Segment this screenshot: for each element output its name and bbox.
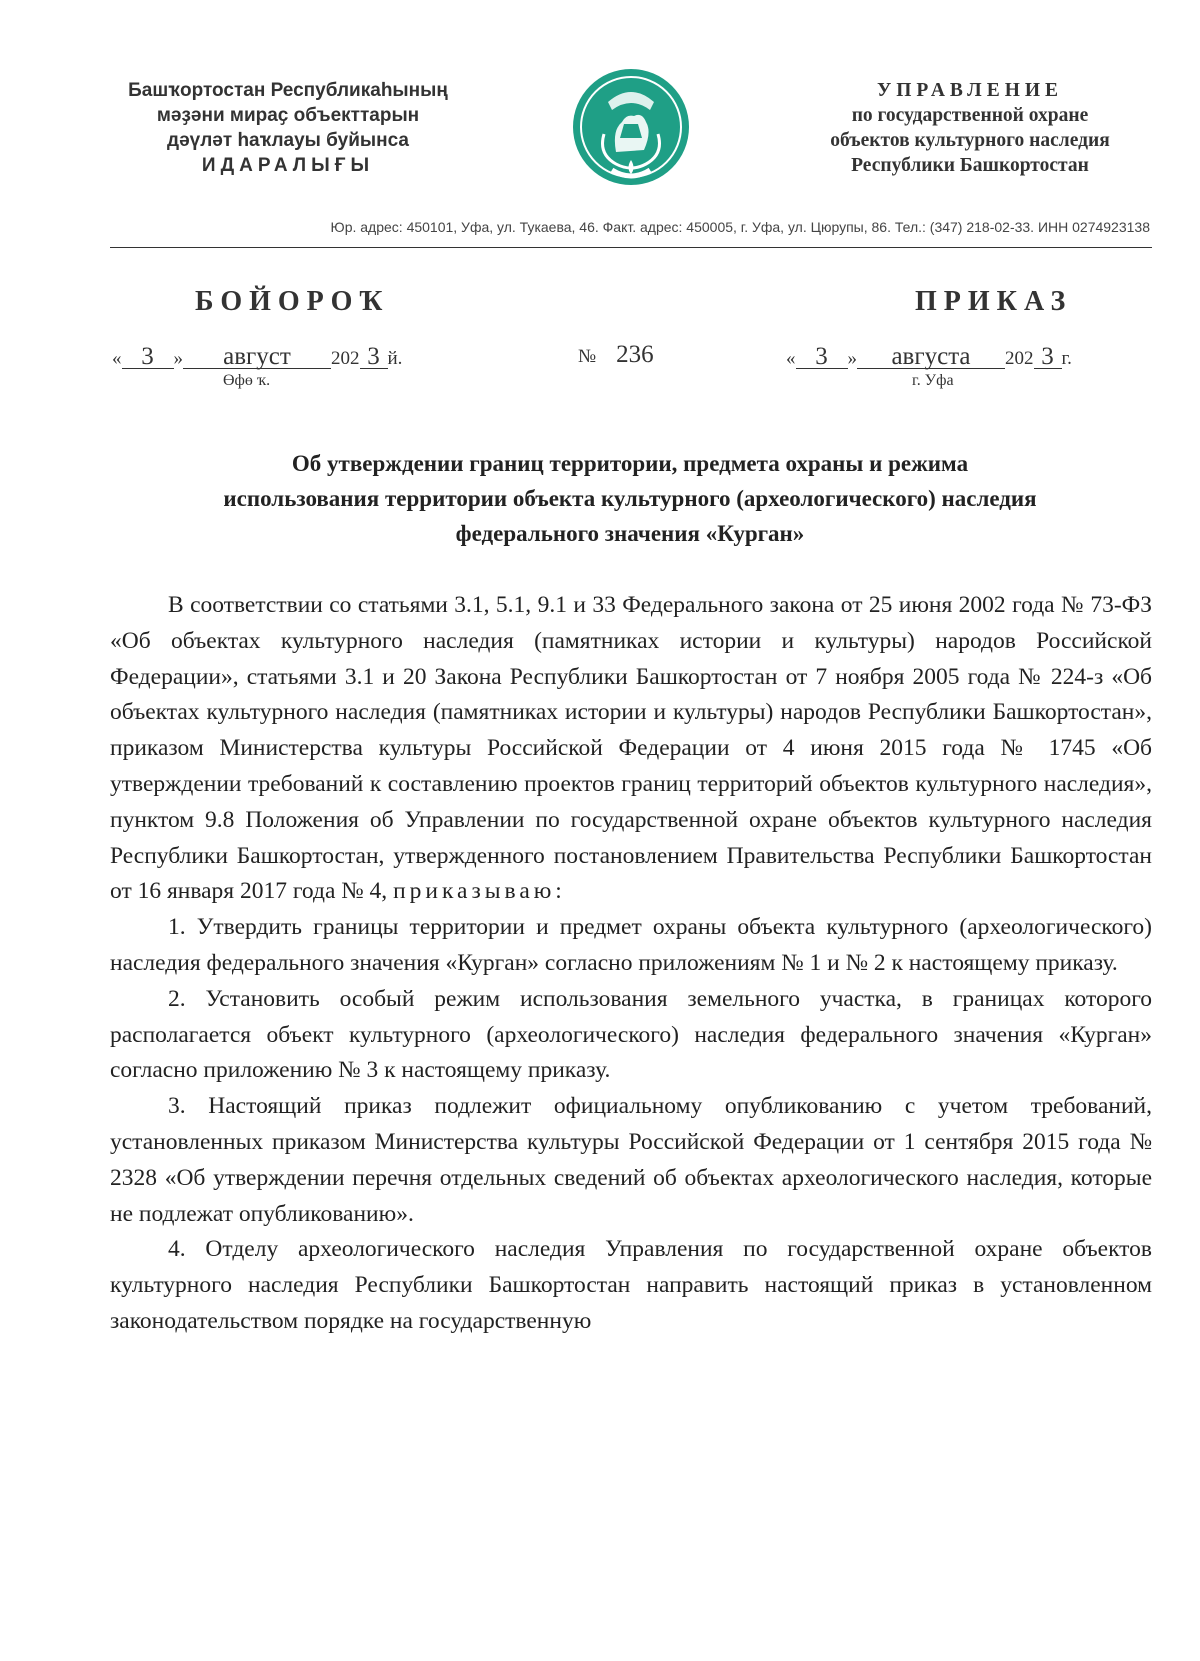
clause-4: 4. Отделу археологического наследия Управления по государственной охране объектов культурного наследия Республики Башкортостан направить настоящий приказ в установленном законодательством порядке на государственную bbox=[110, 1236, 1152, 1334]
order-number bbox=[578, 341, 654, 369]
order-body bbox=[110, 588, 1152, 1340]
doc-kind-bashkir: БОЙОРОҠ bbox=[195, 286, 390, 317]
date-bashkir-year-suffix: 3 bbox=[360, 346, 388, 369]
city-bashkir: Өфө ҡ. bbox=[223, 372, 271, 389]
address-line: Юр. адрес: 450101, Уфа, ул. Тукаева, 46. Факт. адрес: 450005, г. Уфа, ул. Цюрупы, 86. Тел.: (347) 218-02-33. ИНН 0274923138 bbox=[330, 219, 1150, 235]
org-name-russian-line-2: по государственной охране bbox=[851, 105, 1089, 126]
clause-2: 2. Установить особый режим использования земельного участка, в границах которого располагается объект культурного (археологического) наследия федерального значения «Курган» согласно приложению № 3 к настоящему приказу. bbox=[110, 985, 1152, 1084]
org-name-bashkir bbox=[118, 78, 458, 178]
clause-3: 3. Настоящий приказ подлежит официальному опубликованию с учетом требований, установленных приказом Министерства культуры Российской Федерации от 1 сентября 2015 года № 2328 «Об утверждении перечня отдельных сведений об объектах археологического наследия, которые не подлежат опубликованию». bbox=[110, 1093, 1152, 1227]
order-title bbox=[110, 446, 1150, 551]
coat-of-arms-emblem bbox=[568, 64, 694, 194]
date-russian-year-prefix: 202 bbox=[1005, 348, 1034, 369]
date-bashkir-unit: й. bbox=[387, 348, 403, 369]
org-name-russian-line-3: объектов культурного наследия bbox=[830, 130, 1110, 151]
header-divider bbox=[110, 247, 1152, 248]
org-name-bashkir-line-2: мәҙәни мираҫ объекттарын bbox=[156, 105, 420, 126]
date-bashkir-year-prefix: 202 bbox=[331, 348, 360, 369]
preamble-paragraph bbox=[110, 588, 1152, 910]
org-name-russian-line-1: УПРАВЛЕНИЕ bbox=[876, 80, 1064, 101]
org-name-russian-line-4: Республики Башкортостан bbox=[851, 155, 1089, 176]
date-bashkir-day: 3 bbox=[122, 346, 174, 369]
number-sign: № bbox=[578, 346, 597, 367]
order-title-line-3: федерального значения «Курган» bbox=[455, 521, 805, 546]
date-bashkir: « 3 » август 202 3 й. bbox=[112, 343, 403, 370]
date-russian: « 3 » августа 202 3 г. bbox=[786, 343, 1072, 370]
org-name-bashkir-line-1: Башҡортостан Республикаһының bbox=[128, 80, 448, 101]
preamble-directive: приказываю: bbox=[393, 878, 566, 905]
order-title-line-1: Об утверждении границ территории, предмета охраны и режима bbox=[291, 451, 969, 476]
date-russian-month: августа bbox=[857, 346, 1005, 369]
city-russian: г. Уфа bbox=[912, 372, 954, 389]
org-name-bashkir-line-3: дәүләт һаҡлауы буйынса bbox=[167, 130, 409, 151]
date-bashkir-month: август bbox=[183, 346, 331, 369]
date-russian-year-suffix: 3 bbox=[1034, 346, 1062, 369]
date-russian-unit: г. bbox=[1061, 348, 1072, 369]
org-name-bashkir-line-4: ИДАРАЛЫҒЫ bbox=[201, 155, 375, 176]
preamble-text: В соответствии со статьями 3.1, 5.1, 9.1 и 33 Федерального закона от 25 июня 2002 года № 73-ФЗ «Об объектах культурного наследия (памятниках истории и культуры) народов Российской Федерации», статьями 3.1 и 20 Закона Республики Башкортостан от 7 ноября 2005 года № 224-з «Об объектах культурного наследия (памятниках истории и культуры) народов Республики Башкортостан», приказом Министерства культуры Российской Федерации от 4 июня 2015 года № 1745 «Об утверждении требований к составлению проектов границ территорий объектов культурного наследия», пунктом 9.8 Положения об Управлении по государственной охране объектов культурного наследия Республики Башкортостан, утвержденного постановлением Правительства Республики Башкортостан от 16 января 2017 года № 4, bbox=[110, 592, 1152, 905]
date-russian-day: 3 bbox=[796, 346, 848, 369]
clause-1: 1. Утвердить границы территории и предмет охраны объекта культурного (археологического) наследия федерального значения «Курган» согласно приложениям № 1 и № 2 к настоящему приказу. bbox=[110, 914, 1152, 976]
org-name-russian bbox=[790, 78, 1150, 178]
order-title-line-2: использования территории объекта культурного (археологического) наследия bbox=[223, 486, 1037, 511]
doc-kind-russian: ПРИКАЗ bbox=[915, 286, 1073, 317]
order-number-value: 236 bbox=[616, 341, 654, 368]
